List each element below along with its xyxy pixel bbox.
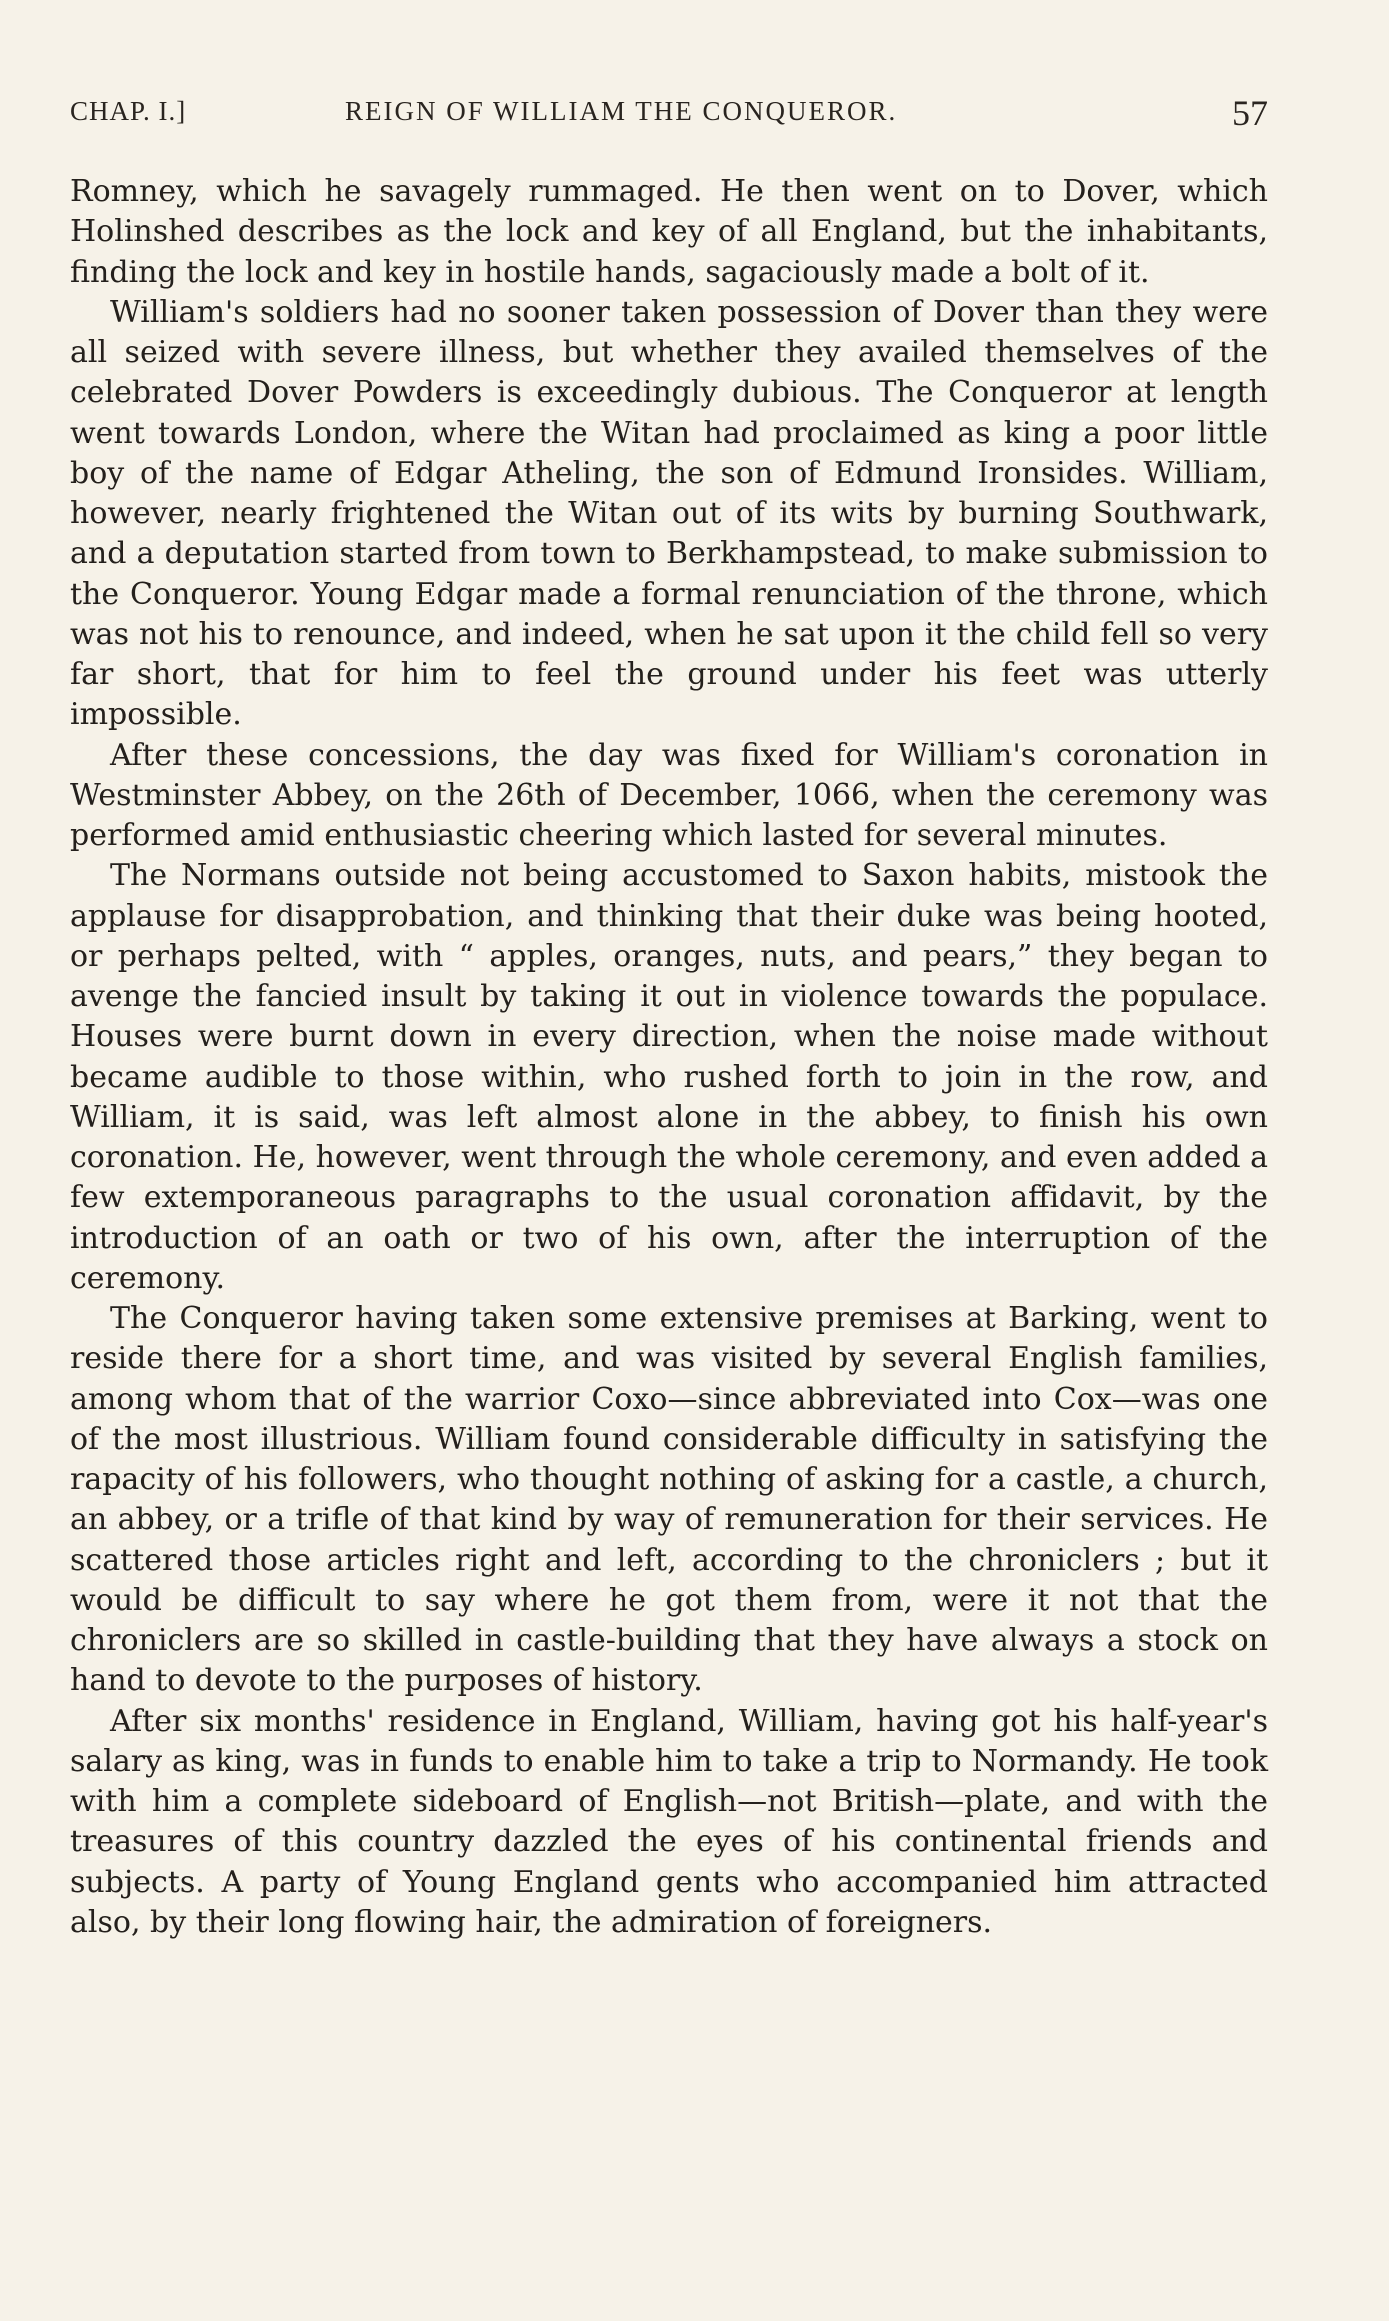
running-title: REIGN OF WILLIAM THE CONQUEROR. bbox=[345, 96, 898, 126]
paragraph: The Conqueror having taken some extensive premises at Barking, went to reside there for a short time, and was visited by several English families, among whom that of the warrior Coxo—since abbreviated into Cox—was one of the most illustrious. William found considerable difficulty in satisfying the rapacity of his followers, who thought nothing of asking for a castle, a church, an abbey, or a trifle of that kind by way of remuneration for their services. He scattered those articles right and left, according to the chroniclers ; but it would be difficult to say where he got them from, were it not that the chroniclers are so skilled in castle-building that they have always a stock on hand to devote to the purposes of history. bbox=[70, 1301, 1268, 1699]
paragraph: After six months' residence in England, William, having got his half-year's salary as king, was in funds to enable him to take a trip to Normandy. He took with him a complete sideboard of English—not British—plate, and with the treasures of this country dazzled the eyes of his continental friends and subjects. A party of Young England gents who accompanied him attracted also, by their long flowing hair, the admiration of foreigners. bbox=[70, 1703, 1268, 1940]
paragraph: The Normans outside not being accustomed to Saxon habits, mistook the applause for disapprobation, and thinking that their duke was being hooted, or perhaps pelted, with “ apples, oranges, nuts, and pears,” they began to avenge the fancied insult by taking it out in violence towards the populace. Houses were burnt down in every direction, when the noise made without became audible to those within, who rushed forth to join in the row, and William, it is said, was left almost alone in the abbey, to finish his own coronation. He, however, went through the whole ceremony, and even added a few extemporaneous paragraphs to the usual coronation affidavit, by the introduction of an oath or two of his own, after the interruption of the ceremony. bbox=[70, 858, 1268, 1296]
paragraph: After these concessions, the day was fixed for William's coronation in Westminster Abbey, on the 26th of December, 1066, when the ceremony was performed amid enthusiastic cheering which lasted for several minutes. bbox=[70, 737, 1268, 853]
page-number: 57 bbox=[1232, 93, 1268, 133]
running-head bbox=[70, 92, 1268, 132]
body-text bbox=[70, 172, 1268, 1943]
paragraph: William's soldiers had no sooner taken possession of Dover than they were all seized with severe illness, but whether they availed themselves of the celebrated Dover Powders is exceedingly dubious. The Conqueror at length went towards London, where the Witan had proclaimed as king a poor little boy of the name of Edgar Atheling, the son of Edmund Ironsides. William, however, nearly frightened the Witan out of its wits by burning Southwark, and a deputation started from town to Berkhampstead, to make submission to the Conqueror. Young Edgar made a formal renunciation of the throne, which was not his to renounce, and indeed, when he sat upon it the child fell so very far short, that for him to feel the ground under his feet was utterly impossible. bbox=[70, 294, 1268, 733]
paragraph: Romney, which he savagely rummaged. He then went on to Dover, which Holinshed describes as the lock and key of all England, but the inhabitants, finding the lock and key in hostile hands, sagaciously made a bolt of it. bbox=[70, 174, 1268, 290]
chapter-label: CHAP. I.] bbox=[70, 96, 187, 126]
